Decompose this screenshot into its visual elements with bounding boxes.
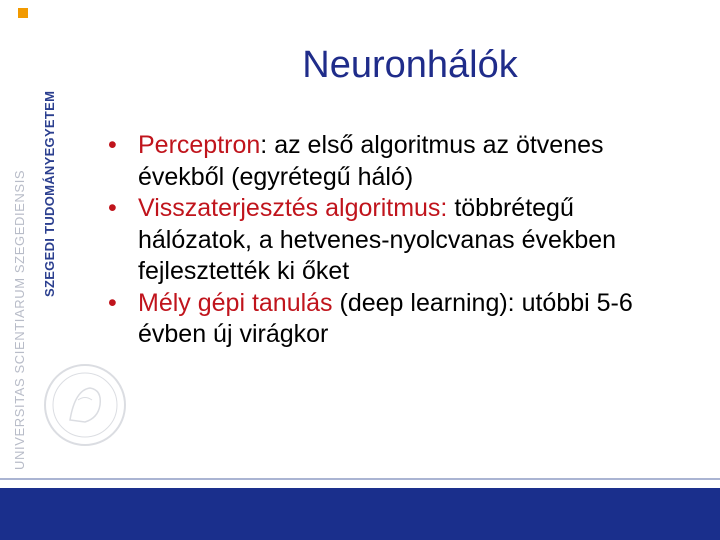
bullet-highlight: Perceptron: [138, 131, 261, 159]
slide-title: Neuronhálók: [302, 44, 518, 86]
bullet-item-deep-learning: [108, 288, 688, 351]
footer-band: [0, 488, 720, 540]
bullet-dot: •: [108, 194, 117, 222]
bullet-list: [108, 130, 688, 351]
university-seal-watermark: [40, 360, 130, 450]
university-name-vertical: SZEGEDI TUDOMÁNYEGYETEM: [42, 90, 57, 297]
bullet-item-perceptron: [108, 130, 688, 193]
bullet-highlight: Mély gépi tanulás: [138, 288, 333, 317]
bullet-text: többrétegű hálózatok, a hetvenes-nyolcvanas években fejlesztették ki őket: [138, 194, 617, 285]
bullet-text: (deep learning): utóbbi 5-6 évben új virágkor: [138, 288, 633, 348]
bullet-highlight: Visszaterjesztés algoritmus:: [138, 194, 448, 222]
bullet-dot: •: [108, 288, 117, 317]
bullet-text: : az első algoritmus az ötvenes évekből (egyrétegű háló): [138, 131, 604, 191]
footer-divider: [0, 478, 720, 480]
bullet-item-backprop: [108, 193, 688, 288]
logo-square: [18, 8, 28, 18]
bullet-dot: •: [108, 131, 117, 159]
university-latin-name-vertical: UNIVERSITAS SCIENTIARUM SZEGEDIENSIS: [12, 169, 27, 470]
